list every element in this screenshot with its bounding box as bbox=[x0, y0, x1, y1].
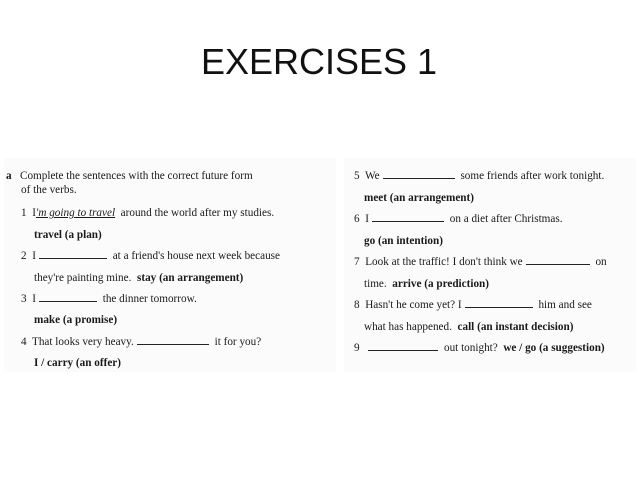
item-text: on a diet after Christmas. bbox=[449, 213, 563, 225]
item-6 bbox=[354, 212, 563, 226]
item-text: I bbox=[32, 293, 36, 305]
item-number: 3 bbox=[21, 293, 27, 305]
item-number: 9 bbox=[354, 342, 360, 354]
item-text: Look at the traffic! I don't think we bbox=[365, 256, 523, 268]
item-text: some friends after work tonight. bbox=[460, 170, 605, 182]
item-text: at a friend's house next week because bbox=[112, 250, 280, 262]
item-7-line-2 bbox=[364, 277, 489, 291]
item-text: the dinner tomorrow. bbox=[102, 293, 197, 305]
slide-title: EXERCISES 1 bbox=[200, 41, 438, 82]
item-text: out tonight? bbox=[443, 342, 498, 354]
exercise-right-column bbox=[344, 158, 636, 372]
answer-blank[interactable] bbox=[39, 292, 97, 302]
instruction-line-1: Complete the sentences with the correct future form bbox=[19, 170, 253, 182]
item-2-line-2 bbox=[34, 271, 243, 285]
item-cue: call (an instant decision) bbox=[457, 321, 574, 333]
item-number: 6 bbox=[354, 213, 360, 225]
item-cue: go (an intention) bbox=[364, 235, 443, 247]
item-cue: stay (an arrangement) bbox=[137, 272, 244, 284]
item-text: him and see bbox=[538, 299, 592, 311]
example-answer: 'm going to travel bbox=[35, 207, 116, 219]
item-text: We bbox=[365, 170, 380, 182]
exercise-instruction bbox=[6, 169, 253, 183]
item-cue: I / carry (an offer) bbox=[34, 357, 121, 369]
item-cue: travel (a plan) bbox=[34, 229, 102, 241]
item-text: I bbox=[365, 213, 369, 225]
item-number: 7 bbox=[354, 256, 360, 268]
item-5 bbox=[354, 169, 604, 183]
item-8 bbox=[354, 298, 592, 312]
item-text: on bbox=[595, 256, 607, 268]
item-4 bbox=[21, 335, 261, 349]
exercise-left-column bbox=[4, 158, 336, 372]
answer-blank[interactable] bbox=[465, 298, 533, 308]
item-text: what has happened. bbox=[364, 321, 452, 333]
item-text: Hasn't he come yet? I bbox=[365, 299, 462, 311]
answer-blank[interactable] bbox=[526, 255, 590, 265]
item-text: around the world after my studies. bbox=[120, 207, 275, 219]
item-2 bbox=[21, 249, 280, 263]
item-cue: meet (an arrangement) bbox=[364, 192, 474, 204]
instruction-line-2: of the verbs. bbox=[21, 184, 77, 196]
item-7 bbox=[354, 255, 607, 269]
item-text: That looks very heavy. bbox=[32, 336, 134, 348]
item-text: I bbox=[32, 250, 36, 262]
item-number: 4 bbox=[21, 336, 27, 348]
item-1 bbox=[21, 206, 274, 220]
item-9 bbox=[354, 341, 605, 355]
item-number: 2 bbox=[21, 250, 27, 262]
answer-blank[interactable] bbox=[368, 341, 438, 351]
answer-blank[interactable] bbox=[383, 169, 455, 179]
item-8-line-2 bbox=[364, 320, 573, 334]
item-text: they're painting mine. bbox=[34, 272, 132, 284]
item-cue: we / go (a suggestion) bbox=[503, 342, 605, 354]
answer-blank[interactable] bbox=[39, 249, 107, 259]
item-text: time. bbox=[364, 278, 387, 290]
item-cue: arrive (a prediction) bbox=[392, 278, 490, 290]
item-text: it for you? bbox=[214, 336, 262, 348]
answer-blank[interactable] bbox=[372, 212, 444, 222]
answer-blank[interactable] bbox=[137, 335, 209, 345]
exercise-letter: a bbox=[6, 170, 12, 182]
item-number: 5 bbox=[354, 170, 360, 182]
item-3 bbox=[21, 292, 197, 306]
item-number: 1 bbox=[21, 207, 27, 219]
item-number: 8 bbox=[354, 299, 360, 311]
item-text: I bbox=[32, 207, 36, 219]
item-cue: make (a promise) bbox=[34, 314, 118, 326]
